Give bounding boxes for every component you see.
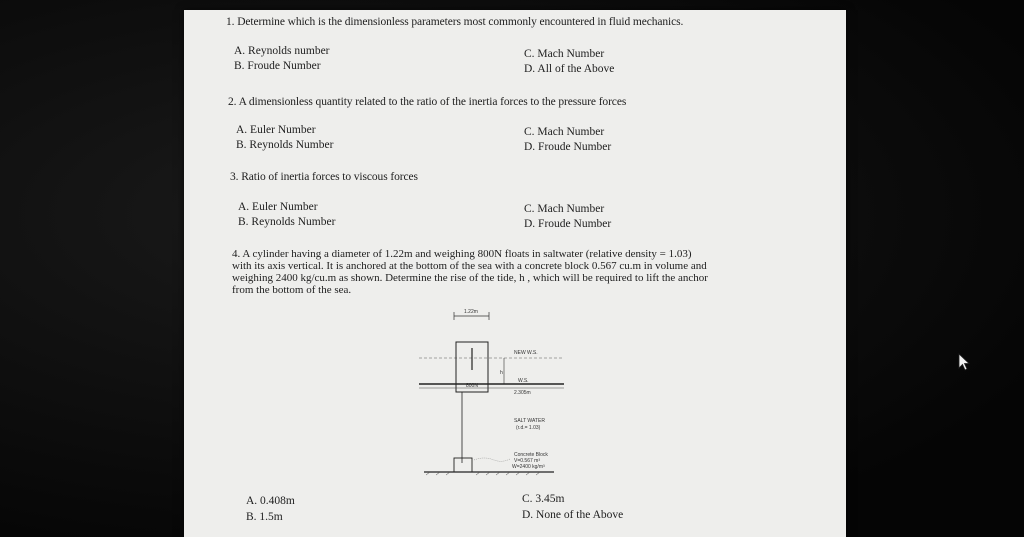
question-1-option-c: C. Mach Number — [524, 48, 605, 60]
problem-4-text — [232, 248, 792, 296]
question-3-option-b: B. Reynolds Number — [238, 216, 336, 228]
problem-4-line-4: from the bottom of the sea. — [232, 284, 352, 296]
ws-label: W.S. — [518, 378, 529, 384]
cylinder-anchor-diagram — [414, 308, 574, 478]
new-ws-label: NEW W.S. — [514, 350, 538, 356]
problem-4-option-b: B. 1.5m — [246, 511, 283, 523]
problem-4-option-a: A. 0.408m — [246, 495, 295, 507]
h-label: h — [500, 370, 503, 376]
question-3-option-d: D. Froude Number — [524, 218, 612, 230]
weight-label: 800N — [466, 383, 478, 389]
question-2-option-d: D. Froude Number — [524, 141, 612, 153]
problem-4-line-3: weighing 2400 kg/cu.m as shown. Determine the rise of the tide, h , which will be required to lift the anchor — [232, 272, 708, 284]
question-3-option-a: A. Euler Number — [238, 201, 318, 213]
problem-4-line-2: with its axis vertical. It is anchored at the bottom of the sea with a concrete block 0.567 cu.m in volume and — [232, 260, 707, 272]
question-2-option-a: A. Euler Number — [236, 124, 316, 136]
question-1-option-d: D. All of the Above — [524, 63, 615, 75]
question-3-option-c: C. Mach Number — [524, 203, 605, 215]
block-label-3: W=2400 kg/m³ — [512, 464, 545, 470]
question-1-option-a: A. Reynolds number — [234, 45, 330, 57]
mouse-pointer-icon — [958, 353, 972, 373]
document-page — [184, 10, 846, 537]
relative-density-label: (r.d.= 1.03) — [516, 425, 541, 431]
depth-label: 2.305m — [514, 390, 531, 396]
problem-4-option-c: C. 3.45m — [522, 493, 565, 505]
question-1-option-b: B. Froude Number — [234, 60, 321, 72]
question-2-option-c: C. Mach Number — [524, 126, 605, 138]
block-label-1: Concrete Block — [514, 452, 548, 458]
diameter-label: 1.22m — [464, 309, 478, 315]
question-2-title: 2. A dimensionless quantity related to the ratio of the inertia forces to the pressure forces — [228, 96, 627, 108]
salt-water-label: SALT WATER — [514, 418, 545, 424]
question-1-title: 1. Determine which is the dimensionless parameters most commonly encountered in fluid mechanics. — [226, 16, 684, 28]
question-3-title: 3. Ratio of inertia forces to viscous forces — [230, 171, 418, 183]
question-2-option-b: B. Reynolds Number — [236, 139, 334, 151]
block-label-2: V=0.567 m³ — [514, 458, 540, 464]
problem-4-option-d: D. None of the Above — [522, 509, 624, 521]
problem-4-line-1: 4. A cylinder having a diameter of 1.22m and weighing 800N floats in saltwater (relative density = 1.03) — [232, 248, 692, 260]
